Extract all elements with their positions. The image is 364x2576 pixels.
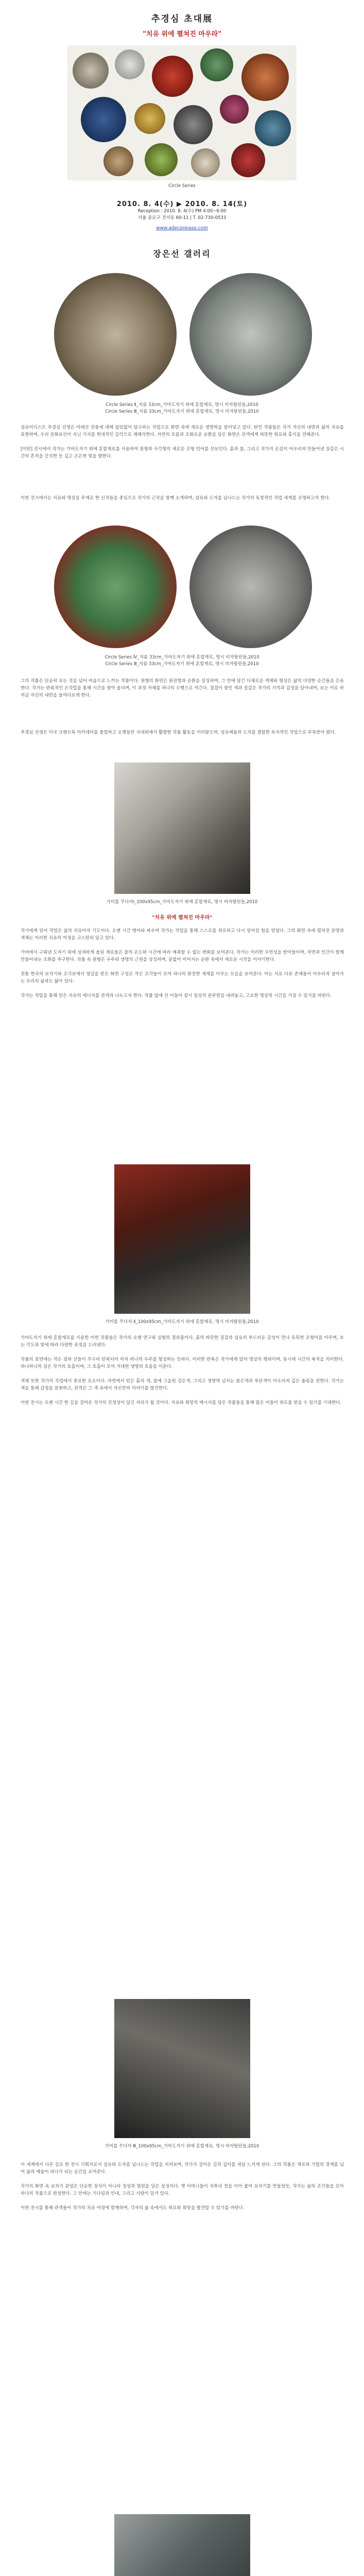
circle-art: [220, 95, 249, 124]
collage-caption: Circle Series: [168, 183, 196, 189]
body-paragraph-3: 그의 작품은 단순히 보는 것을 넘어 마음으로 느끼는 작품이다. 원형의 화면은 완전함과 순환을 상징하며, 그 안에 담긴 다채로운 색채와 형상은 삶의 다양한 순간들을 은유한다. 작가는 반복적인 손작업을 통해 시간을 쌓아 올리며, 이 과정 자체를 하나의 수행으로 여긴다. 겹겹이 쌓인 색과 질감은 작가의 기억과 감정을 담아내며, 보는 이로 하여금 자신의 내면을 들여다보게 한다.: [21, 679, 344, 698]
work5-caption: 가미를 무다자 Ⅲ_100x95cm_가마도자기 위에 혼합재료, 명시 비자탈린들,2010: [105, 2144, 259, 2149]
circle-art: [103, 146, 133, 176]
quote-heading: "치유 위에 펼쳐진 마우라": [152, 915, 213, 921]
reception-info: Reception : 2010. 8. 4(수) PM 4:00~6:00: [137, 209, 227, 214]
gallery-name: 장은선 갤러리: [153, 249, 211, 259]
artwork-circle-series-2: [54, 273, 177, 396]
body-paragraph-4: 추경심 선생은 미국 크랜브룩 아카데미를 졸업하고 오랫동안 국내외에서 활발한 작품 활동을 이어왔으며, 섬유예술과 도자를 결합한 독자적인 작업으로 주목받아 왔다.: [21, 730, 336, 735]
artwork-work-6: [114, 2514, 250, 2576]
address-info: 서울 종로구 견지동 60-11 | T. 02-730-0533: [137, 215, 227, 221]
pair1-caption-right: Circle Series Ⅲ_지름 33cm_가마도자기 위에 혼합재료, 명시 비자탈린들,2010: [105, 409, 259, 414]
artwork-circle-series-4: [54, 526, 177, 648]
body-paragraph-7: 이 세계에서 다른 길로 한 전시 기획자로서 섬유와 도자를 넘나드는 작업을 지켜보며, 작가가 걸어온 길의 깊이를 새삼 느끼게 된다. 그의 작품은 재료와 기법의 경계를 넘어 삶과 예술이 하나가 되는 순간을 보여준다. 작가의 화면 속 보자기 문양은 단순한 장식이 아니라 정성과 염원을 담은 상징이다. 옛 어머니들이 자투리 천을 이어 붙여 보자기를 만들었듯, 작가는 삶의 조각들을 모아 하나의 작품으로 완성한다. 그 안에는 기다림과 인내, 그리고 사랑이 담겨 있다. 이번 전시를 통해 관객들이 작가의 치유 여정에 함께하며, 각자의 삶 속에서도 위로와 희망을 발견할 수 있기를 바란다.: [21, 2162, 344, 2211]
artwork-work-3: [114, 762, 250, 894]
page-subtitle: "치유 위에 펼쳐진 마우라": [143, 30, 221, 38]
circle-series-collage: [67, 45, 297, 180]
body-paragraph-5: 작가에게 있어 작업은 삶의 치유이자 기도이다. 오랜 시간 병마와 싸우며 작가는 작업을 통해 스스로를 위로하고 다시 일어설 힘을 얻었다. 그의 화면 속에 펼쳐진 문양과 색채는 이러한 치유의 여정을 고스란히 담고 있다. 가마에서 구워낸 도자기 위에 섬세하게 올린 재료들은 불의 온도와 시간에 따라 예측할 수 없는 변화를 보여준다. 작가는 이러한 우연성을 받아들이며, 자연과 인간이 함께 만들어내는 조화를 추구한다. 작품 속 원형은 우주와 생명의 근원을 상징하며, 끝없이 이어지는 순환 속에서 새로운 시작을 이야기한다. 전통 한국의 보자기와 조각보에서 영감을 받은 화면 구성은 작은 조각들이 모여 하나의 완전한 세계를 이루는 모습을 보여준다. 이는 서로 다른 존재들이 어우러져 살아가는 우리의 삶과도 닮아 있다. 작가는 작업을 통해 얻은 치유의 에너지를 관객과 나누고자 한다. 작품 앞에 선 이들이 잠시 일상의 분주함을 내려놓고, 고요한 명상의 시간을 가질 수 있기를 바란다.: [21, 928, 344, 998]
work3-caption: 가미를 무다자Ⅰ_100x95cm_가마도자기 위에 혼합재료, 명시 비자탈린들,2010: [106, 900, 258, 905]
artwork-circle-series-3: [189, 273, 312, 396]
pair2-caption-right: Circle Series Ⅲ_지름 33cm_가마도자기 위에 혼합재료, 명시 비자탈린들,2010: [105, 662, 259, 667]
pair2-caption-left: Circle Series Ⅳ_지름 33cm_가마도자기 위에 혼합재료, 명시 비자탈린들,2010: [105, 655, 259, 660]
page-title: 추경심 초대展: [151, 14, 213, 24]
circle-art: [145, 143, 178, 176]
circle-art: [115, 49, 145, 79]
exhibition-info: [0, 198, 364, 231]
circle-art: [241, 54, 289, 101]
artwork-work-4: [114, 1164, 250, 1314]
work4-caption: 가미를 무다자 Ⅱ_100x95cm_가마도자기 위에 혼합재료, 명시 비자탈린들,2010: [105, 1319, 259, 1325]
artwork-circle-series-3b: [189, 526, 312, 648]
artwork-work-5: [114, 1999, 250, 2138]
circle-art: [255, 110, 291, 146]
circle-art: [200, 48, 233, 81]
circle-art: [134, 103, 165, 134]
body-paragraph-6: 가마도자기 위에 혼합재료를 사용한 이번 작품들은 작가의 오랜 연구와 실험의 결과물이다. 흙의 따뜻한 질감과 섬유의 부드러운 감성이 만나 독특한 조형미를 이루며, 보는 각도와 빛에 따라 다양한 표정을 드러낸다. 작품의 표면에는 작은 점과 선들이 무수히 반복되어 마치 하나의 우주를 형성하는 듯하다. 이러한 반복은 작가에게 있어 명상의 행위이며, 동시에 시간의 축적을 의미한다. 하나하나의 점은 작가의 호흡이며, 그 호흡이 모여 거대한 생명의 흐름을 이룬다. 색채 또한 작가의 작업에서 중요한 요소이다. 자연에서 얻은 흙의 색, 불에 그을린 검은색, 그리고 생명력 넘치는 붉은색과 푸른색이 어우러져 깊은 울림을 전한다. 작가는 색을 통해 감정을 표현하고, 관객은 그 색 속에서 자신만의 이야기를 발견한다. 이번 전시는 오랜 시간 한 길을 걸어온 작가의 진정성이 담긴 자리가 될 것이다. 치유와 희망의 메시지를 담은 작품들을 통해 많은 이들이 위로를 받을 수 있기를 기대한다.: [21, 1335, 344, 1405]
circle-art: [81, 97, 126, 142]
circle-art: [152, 56, 193, 97]
circle-art: [191, 148, 220, 177]
website-link[interactable]: www.adecoreiase.com: [156, 226, 208, 231]
circle-art: [174, 105, 213, 144]
intro-paragraph-2: 이번 전시에서는 치유와 명상을 주제로 한 신작들을 중심으로 작가의 근작을 함께 소개하며, 섬유와 도자를 넘나드는 작가의 독창적인 작업 세계를 조명하고자 한다.: [21, 496, 331, 501]
exhibition-dates: 2010. 8. 4(수) ▶ 2010. 8. 14(토): [116, 200, 248, 208]
circle-art: [231, 143, 265, 177]
pair1-caption-left: Circle Series Ⅱ_지름 33cm_가마도자기 위에 혼합재료, 명시 비자탈린들,2010: [106, 402, 258, 408]
circle-art: [73, 53, 109, 89]
intro-paragraph: 섬유미디스트 추경심 선생은 미래산 전통에 대해 끊임없이 탐구하는 작업으로 화면 속에 새로운 생명력을 불어넣고 있다. 탄인 작품들은 작가 자신의 내면과 삶의 치유를 표현하며, 우리 문화유산이 지닌 가치를 현대적인 감각으로 재해석한다. 자연의 흐름과 조화로운 순환을 담은 화면은 관객에게 따뜻한 위로와 휴식을 전해준다. [이번] 전시에서 작가는 가마도자기 위에 혼합재료를 사용하여 원형과 사각형의 새로운 조형 언어를 선보인다. 흙과 불, 그리고 작가의 손길이 어우러져 만들어낸 질감은 시간의 흔적을 간직한 듯 깊고 은은한 빛을 발한다.: [21, 425, 344, 459]
